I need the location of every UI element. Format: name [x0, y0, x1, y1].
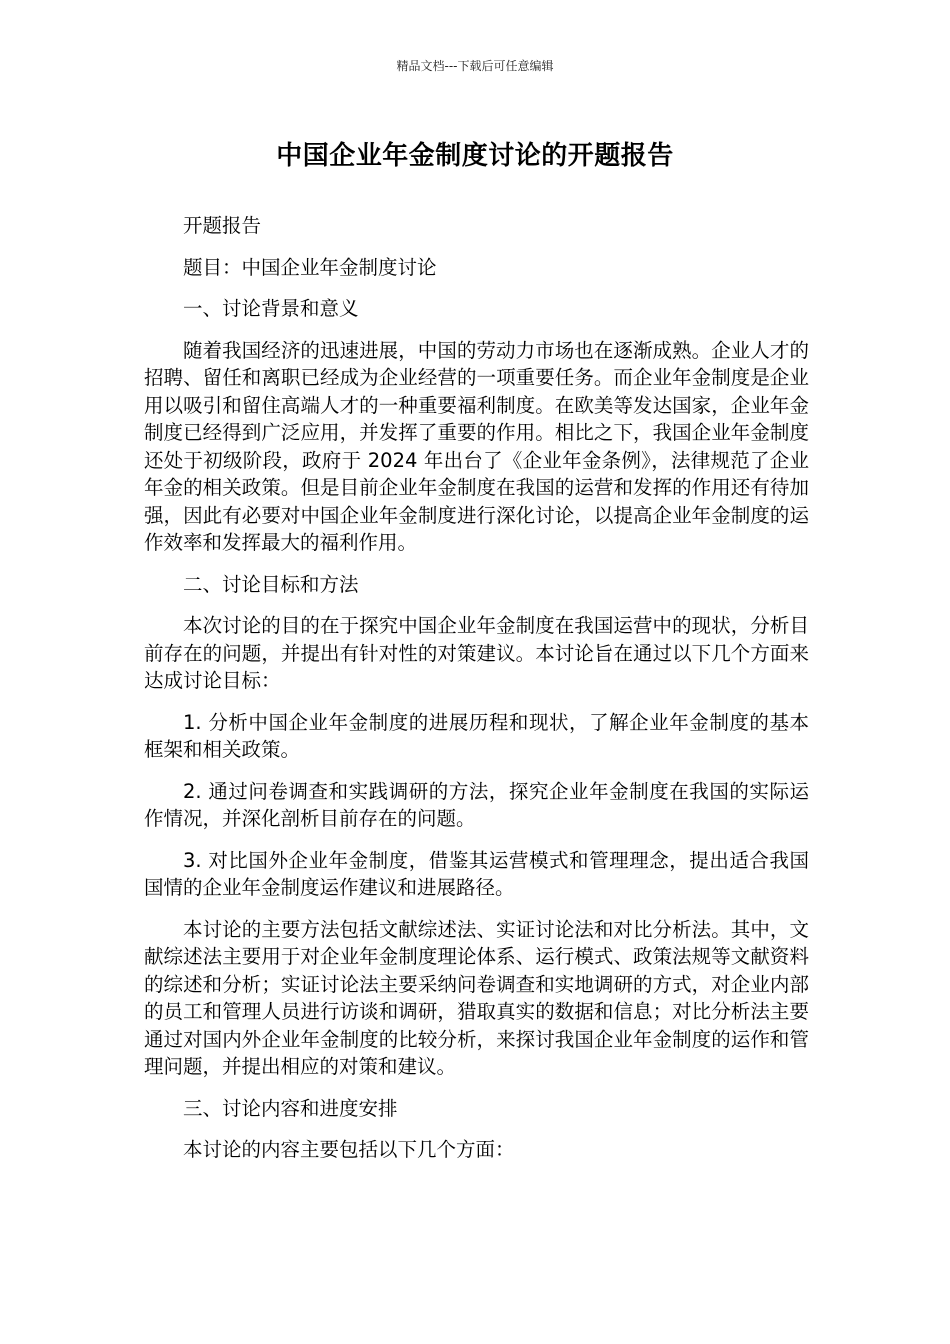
list-item-goal-3: 3. 对比国外企业年金制度，借鉴其运营模式和管理理念，提出适合我国国情的企业年金制度运作建议和进展路径。: [144, 848, 809, 899]
paragraph-topic: 题目：中国企业年金制度讨论: [183, 255, 437, 279]
list-item-goal-1: 1. 分析中国企业年金制度的进展历程和现状，了解企业年金制度的基本框架和相关政策。: [144, 710, 809, 761]
paragraph-report-label: 开题报告: [183, 214, 262, 237]
section-heading-background: 一、讨论背景和意义: [183, 297, 359, 320]
paragraph-content-intro: 本讨论的内容主要包括以下几个方面：: [183, 1138, 515, 1161]
section-heading-goals-methods: 二、讨论目标和方法: [183, 572, 359, 596]
section-heading-content-schedule: 三、讨论内容和进度安排: [183, 1096, 398, 1120]
paragraph-goals: 本次讨论的目的在于探究中国企业年金制度在我国运营中的现状，分析目前存在的问题，并提出有针对性的对策建议。本讨论旨在通过以下几个方面来达成讨论目标：: [144, 614, 809, 692]
document-title: 中国企业年金制度讨论的开题报告: [276, 141, 674, 171]
paragraph-background: 随着我国经济的迅速进展，中国的劳动力市场也在逐渐成熟。企业人才的招聘、留任和离职已经成为企业经营的一项重要任务。而企业年金制度是企业用以吸引和留住高端人才的一种重要福利制度。在欧美等发达国家，企业年金制度已经得到广泛应用，并发挥了重要的作用。相比之下，我国企业年金制度还处于初级阶段，政府于 2024 年出台了《企业年金条例》，法律规范了企业年金的相关政策。但是目前企业年金制度在我国的运营和发挥的作用还有待加强，因此有必要对中国企业年金制度进行深化讨论，以提高企业年金制度的运作效率和发挥最大的福利作用。: [144, 338, 809, 554]
header-note: 精品文档---下载后可任意编辑: [396, 59, 554, 73]
list-item-goal-2: 2. 通过问卷调查和实践调研的方法，探究企业年金制度在我国的实际运作情况，并深化剖析目前存在的问题。: [144, 779, 809, 830]
paragraph-methods: 本讨论的主要方法包括文献综述法、实证讨论法和对比分析法。其中，文献综述法主要用于对企业年金制度理论体系、运行模式、政策法规等文献资料的综述和分析；实证讨论法主要采纳问卷调查和实地调研的方式，对企业内部的员工和管理人员进行访谈和调研，猎取真实的数据和信息；对比分析法主要通过对国内外企业年金制度的比较分析，来探讨我国企业年金制度的运作和管理问题，并提出相应的对策和建议。: [144, 917, 809, 1078]
document-body: [144, 212, 809, 1178]
